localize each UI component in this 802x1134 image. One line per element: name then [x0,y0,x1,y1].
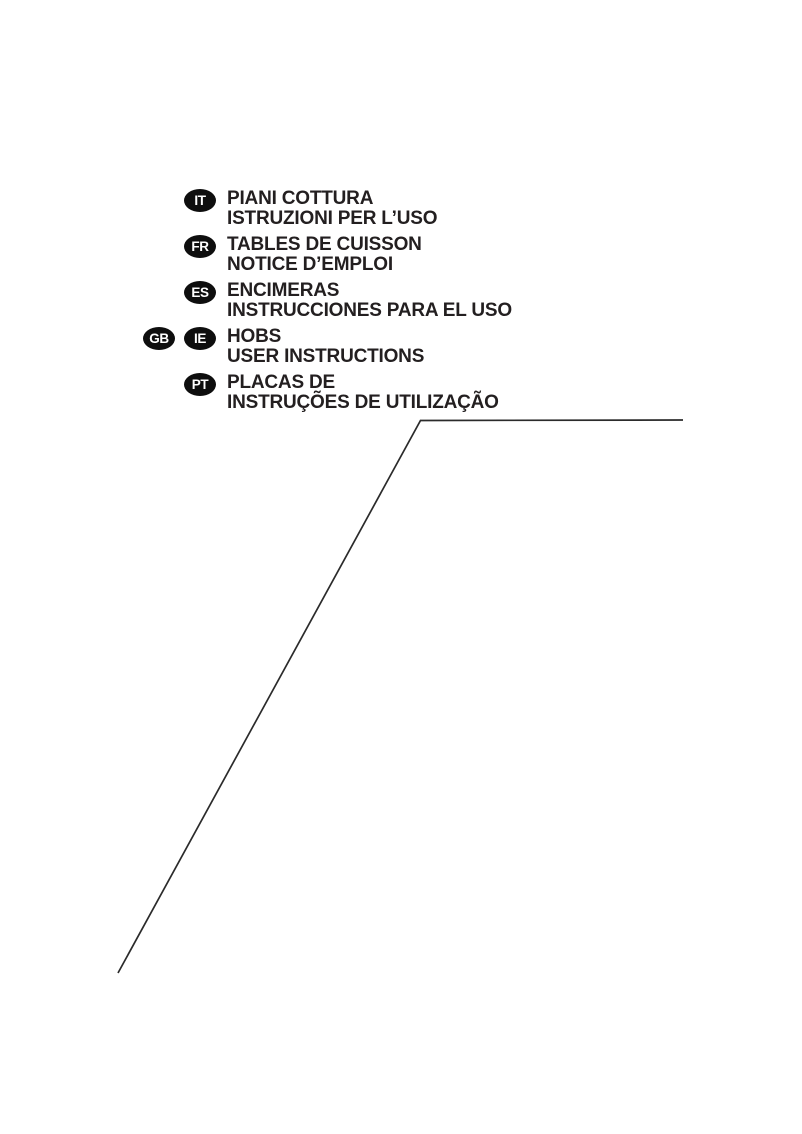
language-list [140,189,512,419]
subtitle-line: NOTICE D’EMPLOI [227,254,393,275]
lang-badge-fr-icon: FR [184,235,216,258]
subtitle-line: ISTRUZIONI PER L’USO [227,208,438,229]
subtitle-line: INSTRUCCIONES PARA EL USO [227,300,512,321]
lang-badge-es-icon: ES [184,281,216,304]
title-line: PLACAS DE [227,372,335,393]
lang-badge-pt-icon: PT [184,373,216,396]
badge-column [140,189,216,212]
title-line: PIANI COTTURA [227,188,374,209]
language-row-it [140,189,512,229]
title-block-pt [227,373,499,413]
language-row-es [140,281,512,321]
fold-line [118,420,683,973]
badge-column [140,281,216,304]
badge-column [140,235,216,258]
subtitle-line: USER INSTRUCTIONS [227,346,425,367]
title-block-fr [227,235,422,275]
title-line: TABLES DE CUISSON [227,234,422,255]
title-block-it [227,189,437,229]
subtitle-line: INSTRUÇÕES DE UTILIZAÇÃO [227,392,499,413]
badge-column [140,373,216,396]
language-row-gb-ie [140,327,512,367]
lang-badge-gb-icon: GB [143,327,175,350]
lang-badge-it-icon: IT [184,189,216,212]
title-line: HOBS [227,326,282,347]
title-block-gb-ie [227,327,424,367]
title-line: ENCIMERAS [227,280,340,301]
lang-badge-ie-icon: IE [184,327,216,350]
language-row-pt [140,373,512,413]
language-row-fr [140,235,512,275]
badge-column [140,327,216,350]
title-block-es [227,281,512,321]
